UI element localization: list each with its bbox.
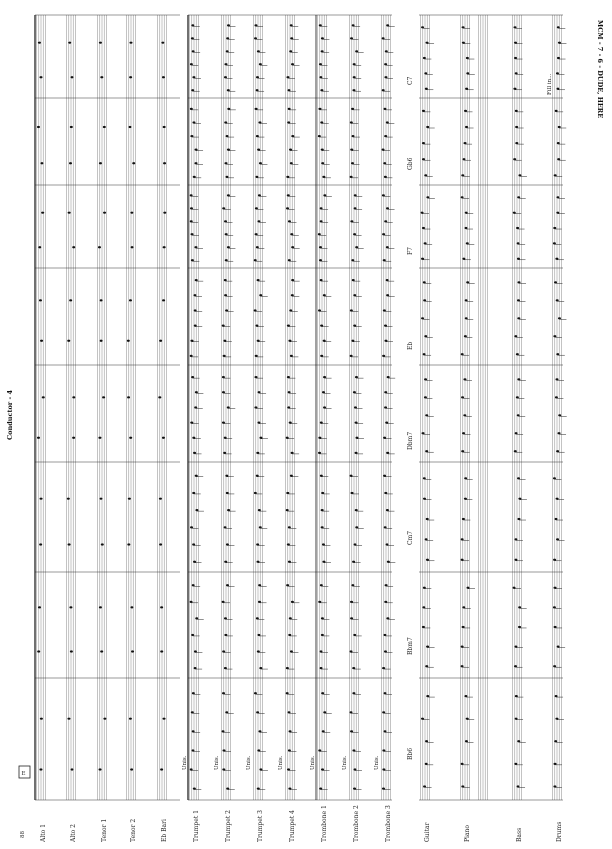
marking-tpt4: Unis.	[278, 755, 284, 770]
note-head	[103, 212, 106, 214]
note-head	[103, 126, 106, 128]
note-head	[128, 498, 131, 500]
marking-tpt3: Unis.	[246, 755, 252, 770]
note-head	[37, 126, 40, 128]
note-head	[98, 437, 101, 439]
chord-symbol: Gb6	[407, 157, 414, 170]
rehearsal-mark	[19, 766, 30, 778]
note-head	[163, 212, 166, 214]
note-head	[42, 396, 45, 398]
note-head	[98, 246, 101, 248]
note-head	[68, 42, 71, 44]
marking-tbn3: Unis.	[374, 755, 380, 770]
note-head	[68, 543, 71, 545]
note-head	[71, 768, 74, 770]
instrument-labels	[40, 755, 563, 843]
staff-tenor2	[127, 15, 136, 800]
instrument-label-tpt4: Trumpet 4	[289, 810, 296, 842]
note-head	[100, 299, 103, 301]
note-head	[99, 42, 102, 44]
note-head	[72, 396, 75, 398]
note-head	[127, 543, 130, 545]
note-head	[100, 650, 103, 652]
chord-symbol: C7	[407, 76, 414, 85]
instrument-label-bari: Eb Bari	[161, 819, 168, 842]
note-head	[38, 246, 41, 248]
note-head	[67, 340, 70, 342]
note-head	[163, 718, 166, 720]
marking-tbn1: Unis.	[310, 755, 316, 770]
note-head	[99, 162, 102, 164]
instrument-label-tpt3: Trumpet 3	[257, 810, 264, 842]
note-head	[41, 212, 44, 214]
note-head	[162, 299, 165, 301]
marking-tpt1: Unis.	[182, 755, 188, 770]
chord-symbol: F7	[407, 247, 414, 255]
note-head	[129, 437, 132, 439]
note-head	[162, 437, 165, 439]
note-head	[38, 42, 41, 44]
note-head	[130, 768, 133, 770]
instrument-label-tpt2: Trumpet 2	[225, 810, 232, 842]
note-head	[132, 162, 135, 164]
note-head	[130, 606, 133, 608]
instrument-label-tpt1: Trumpet 1	[193, 810, 200, 842]
note-head	[37, 437, 40, 439]
note-head	[158, 396, 161, 398]
staff-pno	[461, 15, 488, 800]
staff-gtr	[421, 15, 430, 800]
instrument-label-tenor2: Tenor 2	[130, 818, 137, 842]
note-head	[37, 650, 40, 652]
note-head	[100, 76, 103, 78]
note-head	[131, 246, 134, 248]
staff-tbn2	[350, 15, 359, 800]
staff-alto1	[37, 15, 46, 800]
note-head	[128, 126, 131, 128]
note-head	[40, 498, 43, 500]
note-head	[39, 543, 42, 545]
note-head	[159, 340, 162, 342]
staff-tenor1	[98, 15, 107, 800]
page-number: 88	[20, 831, 26, 838]
note-head	[39, 768, 42, 770]
staff-drums	[553, 15, 562, 800]
note-head	[103, 718, 106, 720]
staff-alto2	[67, 15, 76, 800]
chord-symbol: Bbm7	[407, 637, 414, 655]
staff-systems	[37, 15, 562, 800]
note-head	[131, 650, 134, 652]
note-head	[71, 76, 74, 78]
chord-symbol: Dbm7	[407, 431, 414, 450]
note-head	[40, 340, 43, 342]
chord-symbols	[407, 76, 414, 760]
note-head	[127, 340, 130, 342]
chord-symbol: Bb6	[407, 747, 414, 760]
note-head	[163, 162, 166, 164]
instrument-label-drums: Drums	[556, 821, 563, 842]
instrument-label-bass: Bass	[516, 827, 523, 842]
note-head	[69, 606, 72, 608]
note-head	[159, 498, 162, 500]
instrument-label-tbn2: Trombone 2	[353, 805, 360, 842]
note-head	[69, 162, 72, 164]
note-head	[127, 396, 130, 398]
note-head	[68, 212, 71, 214]
staff-bass	[513, 15, 522, 800]
fill-annotation: Fill in...	[547, 73, 553, 95]
instrument-label-tbn1: Trombone 1	[321, 805, 328, 842]
bar-lines	[35, 15, 563, 800]
note-head	[72, 437, 75, 439]
note-head	[40, 162, 43, 164]
note-head	[99, 606, 102, 608]
note-head	[160, 606, 163, 608]
note-head	[129, 42, 132, 44]
note-head	[160, 650, 163, 652]
note-head	[99, 498, 102, 500]
staff-bari	[158, 15, 167, 800]
instrument-label-alto2: Alto 2	[70, 824, 77, 842]
note-head	[162, 76, 165, 78]
note-head	[70, 650, 73, 652]
note-head	[38, 606, 41, 608]
chord-symbol: Cm7	[407, 530, 414, 545]
note-head	[130, 212, 133, 214]
note-head	[159, 543, 162, 545]
instrument-label-alto1: Alto 1	[40, 824, 47, 842]
note-head	[67, 718, 70, 720]
note-head	[70, 126, 73, 128]
page-footer: MCM - 7 - 6 - DUDE, HERE	[596, 20, 604, 119]
note-head	[163, 246, 166, 248]
instrument-label-pno: Piano	[464, 824, 471, 842]
instrument-label-gtr: Guitar	[424, 822, 431, 842]
note-head	[39, 299, 42, 301]
note-head	[102, 396, 105, 398]
note-head	[129, 299, 132, 301]
instrument-label-tbn3: Trombone 3	[385, 805, 392, 842]
note-head	[129, 718, 132, 720]
chord-symbol: Eb	[407, 341, 414, 350]
page-header: Conductor - 4	[6, 390, 14, 440]
note-head	[100, 340, 103, 342]
note-head	[67, 498, 70, 500]
note-head	[72, 246, 75, 248]
instrument-label-tenor1: Tenor 1	[101, 818, 108, 842]
note-head	[99, 768, 102, 770]
marking-tbn2: Unis.	[342, 755, 348, 770]
note-head	[101, 543, 104, 545]
note-head	[161, 42, 164, 44]
note-head	[39, 76, 42, 78]
note-head	[163, 126, 166, 128]
svg-text:E: E	[21, 771, 26, 777]
note-head	[160, 768, 163, 770]
marking-tpt2: Unis.	[214, 755, 220, 770]
note-head	[129, 76, 132, 78]
note-head	[69, 299, 72, 301]
note-head	[40, 718, 43, 720]
